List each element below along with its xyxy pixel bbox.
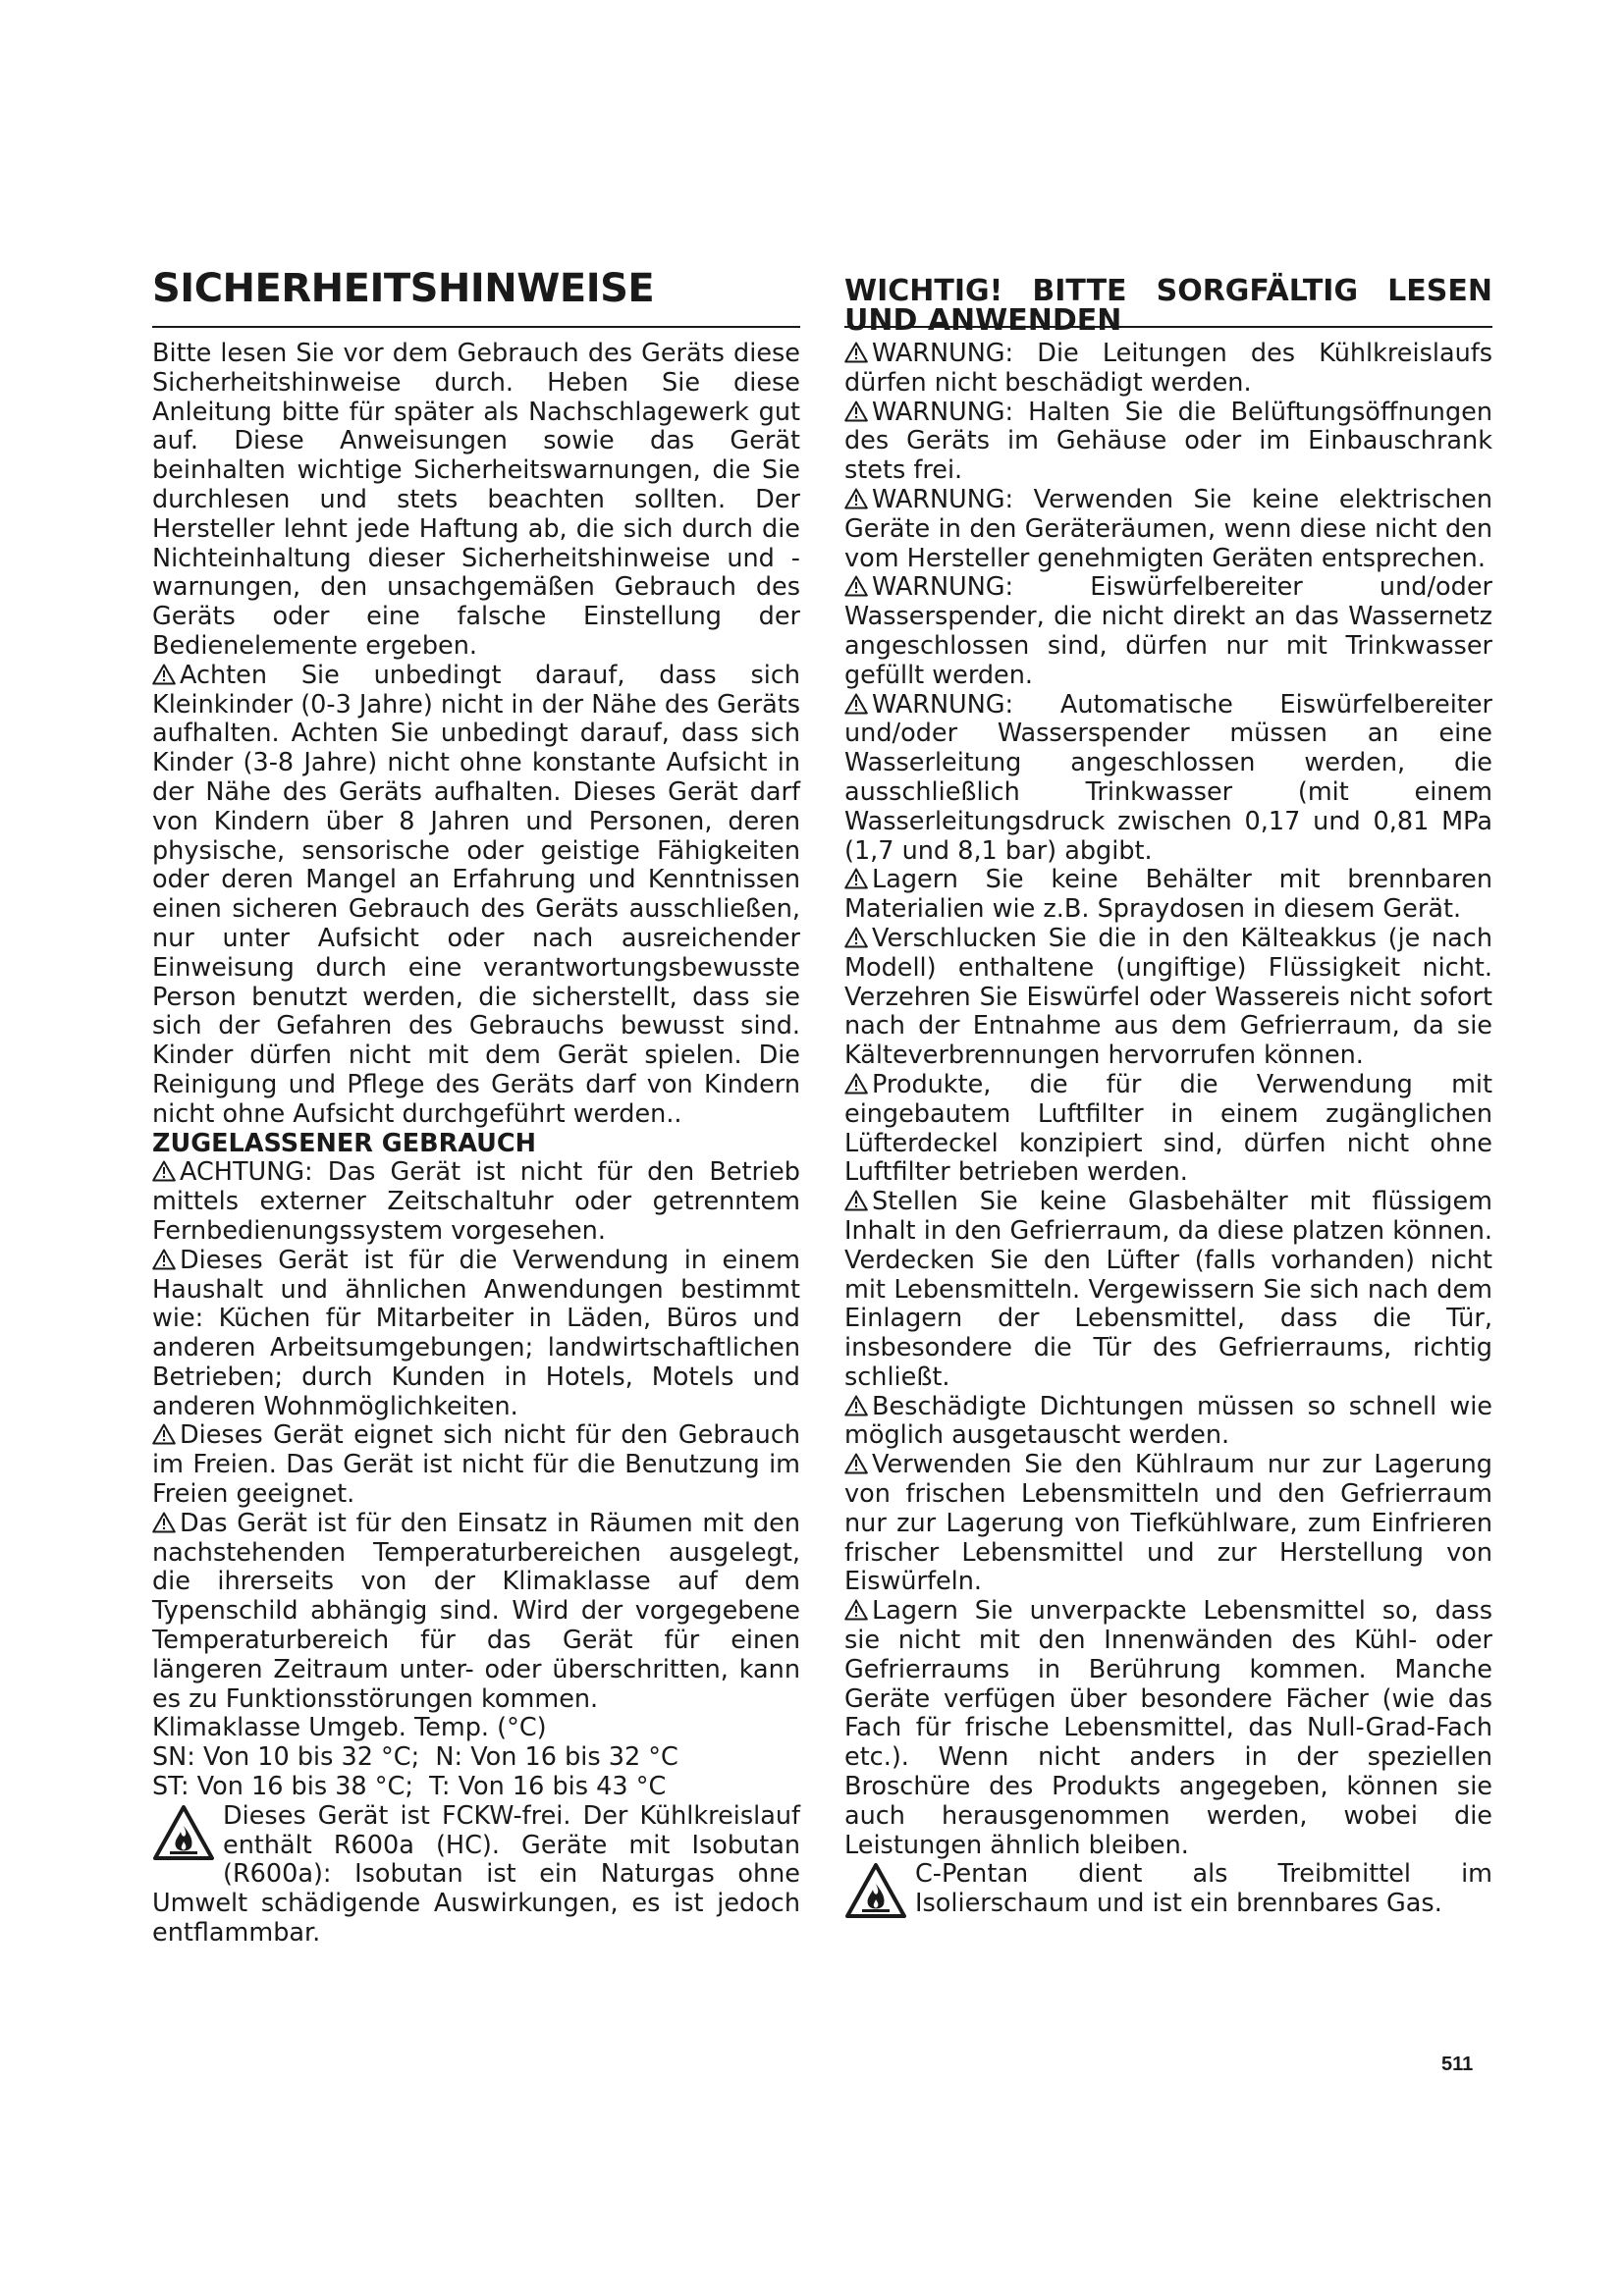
section-title-safety: SICHERHEITSHINWEISE <box>152 266 655 311</box>
warning-item <box>844 573 1492 690</box>
climate-text: Das Gerät ist für den Einsatz in Räumen mit den nachstehenden Temperaturbereichen ausgelegt, die ihrerseits von der Klimaklasse auf dem Typenschild abhängig sind. Wird der vorgegebene Temperaturbereich für das Gerät für einen längeren Zeitraum unter- oder überschritten, kann es zu Funktionsstörungen kommen. <box>152 1508 800 1714</box>
page-number: 511 <box>1441 2054 1474 2075</box>
title-line-2: UND ANWENDEN <box>844 303 1122 338</box>
warning-item-text: Beschädigte Dichtungen müssen so schnell wie möglich ausgetauscht werden. <box>844 1391 1492 1451</box>
warning-item-text: WARNUNG: Halten Sie die Belüftungsöffnungen des Geräts im Gehäuse oder im Einbauschrank stets frei. <box>844 397 1492 486</box>
flammable-warning-icon <box>152 1804 215 1861</box>
title-underline-right <box>844 326 1492 328</box>
fckw-paragraph <box>152 1802 800 1949</box>
climate-table-header: Klimaklasse Umgeb. Temp. (°C) <box>152 1713 547 1743</box>
warning-item <box>844 1393 1492 1452</box>
warning-item-text: Stellen Sie keine Glasbehälter mit flüssigem Inhalt in den Gefrierraum, da diese platzen können. Verdecken Sie den Lüfter (falls vorhanden) nicht mit Lebensmitteln. Vergewissern Sie sich nach dem Einlagern der Lebensmittel, dass die Tür, insbesondere die Tür des Gefrierraums, richtig schließt. <box>844 1187 1492 1392</box>
warning-item <box>844 340 1492 399</box>
warning-item <box>844 866 1492 925</box>
climate-paragraph <box>152 1510 800 1715</box>
right-column-body <box>844 340 1492 1919</box>
title-line-1: WICHTIG! BITTE SORGFÄLTIG LESEN <box>844 274 1492 308</box>
warning-icon <box>152 664 176 685</box>
warning-item <box>844 1597 1492 1860</box>
subheading-approved-use: ZUGELASSENER GEBRAUCH <box>152 1128 536 1158</box>
warning-item-text: WARNUNG: Automatische Eiswürfelbereiter und/oder Wasserspender müssen an eine Wasserleitung angeschlossen werden, die ausschließlich Trinkwasser (mit einem Wasserleitungsdruck zwischen 0,17 und 0,81 MPa (1,7 und 8,1 bar) abgibt. <box>844 689 1492 866</box>
warning-item-text: WARNUNG: Eiswürfelbereiter und/oder Wasserspender, die nicht direkt an das Wassernetz angeschlossen sind, dürfen nur mit Trinkwasser gefüllt werden. <box>844 572 1492 690</box>
warning-icon <box>844 1453 868 1474</box>
warning-item-text: Produkte, die für die Verwendung mit eingebautem Luftfilter in einem zugänglichen Lüfterdeckel konzipiert sind, dürfen nicht ohne Luftfilter betrieben werden. <box>844 1069 1492 1188</box>
warning-icon <box>844 488 868 509</box>
achtung-text: ACHTUNG: Das Gerät ist nicht für den Betrieb mittels externer Zeitschaltuhr oder getrenntem Fernbedienungssystem vorgesehen. <box>152 1157 800 1246</box>
cpentan-paragraph <box>844 1860 1492 1919</box>
warning-item-text: Verschlucken Sie die in den Kälteakkus (je nach Modell) enthaltene (ungiftige) Flüssigkeit nicht. Verzehren Sie Eiswürfel oder Wassereis nicht sofort nach der Entnahme aus dem Gefrierraum, da sie Kälteverbrennungen hervorrufen können. <box>844 923 1492 1071</box>
outdoor-paragraph <box>152 1421 800 1509</box>
household-paragraph <box>152 1247 800 1422</box>
warning-icon <box>844 575 868 597</box>
warning-item <box>844 1188 1492 1393</box>
warning-item-text: WARNUNG: Die Leitungen des Kühlkreislaufs dürfen nicht beschädigt werden. <box>844 339 1492 398</box>
warning-item <box>844 1451 1492 1597</box>
warning-item-text: Verwenden Sie den Kühlraum nur zur Lagerung von frischen Lebensmitteln und den Gefrierraum nur zur Lagerung von Tiefkühlware, zum Einfrieren frischer Lebensmittel und zur Herstellung von Eiswürfeln. <box>844 1450 1492 1597</box>
climate-row-2: ST: Von 16 bis 38 °C; T: Von 16 bis 43 °C <box>152 1772 667 1802</box>
climate-row-1: SN: Von 10 bis 32 °C; N: Von 16 bis 32 °C <box>152 1742 678 1773</box>
children-warning-paragraph <box>152 662 800 1130</box>
warning-item-text: WARNUNG: Verwenden Sie keine elektrischen Geräte in den Geräteräumen, wenn diese nicht den vom Hersteller genehmigten Geräten entsprechen. <box>844 484 1492 573</box>
outdoor-text: Dieses Gerät eignet sich nicht für den Gebrauch im Freien. Das Gerät ist nicht für die Benutzung im Freien geeignet. <box>152 1420 800 1510</box>
title-underline-left <box>152 326 800 328</box>
fckw-text: Dieses Gerät ist FCKW-frei. Der Kühlkreislauf enthält R600a (HC). Geräte mit Isobutan (R600a): Isobutan ist ein Naturgas ohne Umwelt schädigende Auswirkungen, es ist jedoch entflammbar. <box>152 1800 800 1949</box>
warning-icon <box>152 1512 176 1533</box>
achtung-paragraph <box>152 1158 800 1246</box>
warning-item <box>844 1071 1492 1188</box>
warning-icon <box>844 1395 868 1416</box>
warning-icon <box>844 400 868 422</box>
intro-paragraph: Bitte lesen Sie vor dem Gebrauch des Geräts diese Sicherheitshinweise durch. Heben Sie diese Anleitung bitte für später als Nachschlagewerk gut auf. Diese Anweisungen sowie das Gerät beinhalten wichtige Sicherheitswarnungen, die Sie durchlesen und stets beachten sollten. Der Hersteller lehnt jede Haftung ab, die sich durch die Nichteinhaltung dieser Sicherheitshinweise und -warnungen, den unsachgemäßen Gebrauch des Geräts oder eine falsche Einstellung der Bedienelemente ergeben. <box>152 339 800 661</box>
warning-item <box>844 486 1492 573</box>
warning-item <box>844 691 1492 867</box>
warning-icon <box>844 1190 868 1211</box>
warning-icon <box>844 1599 868 1621</box>
cpentan-text: C-Pentan dient als Treibmittel im Isolierschaum und ist ein brennbares Gas. <box>915 1859 1492 1919</box>
warning-icon <box>844 1073 868 1095</box>
flammable-warning-icon <box>844 1862 907 1919</box>
warning-item-text: Lagern Sie keine Behälter mit brennbaren Materialien wie z.B. Spraydosen in diesem Gerät. <box>844 865 1492 925</box>
warning-item <box>844 925 1492 1071</box>
children-warning-text: Achten Sie unbedingt darauf, dass sich Kleinkinder (0-3 Jahre) nicht in der Nähe des Geräts aufhalten. Achten Sie unbedingt darauf, dass sich Kinder (3-8 Jahre) nicht ohne konstante Aufsicht in der Nähe des Geräts aufhalten. Dieses Gerät darf von Kindern über 8 Jahren und Personen, deren physische, sensorische oder geistige Fähigkeiten oder deren Mangel an Erfahrung und Kenntnissen einen sicheren Gebrauch des Geräts ausschließen, nur unter Aufsicht oder nach ausreichender Einweisung durch eine verantwortungsbewusste Person benutzt werden, die sicherstellt, dass sie sich der Gefahren des Gebrauchs bewusst sind. Kinder dürfen nicht mit dem Gerät spielen. Die Reinigung und Pflege des Geräts darf von Kindern nicht ohne Aufsicht durchgeführt werden.. <box>152 660 801 1129</box>
warning-icon <box>844 868 868 889</box>
warning-icon <box>152 1423 176 1445</box>
warning-icon <box>844 342 868 363</box>
warning-icon <box>152 1160 176 1182</box>
warning-icon <box>844 927 868 948</box>
warning-icon <box>152 1249 176 1270</box>
warning-item <box>844 399 1492 486</box>
warning-item-text: Lagern Sie unverpackte Lebensmittel so, dass sie nicht mit den Innenwänden des Kühl- oder Gefrierraums in Berührung kommen. Manche Geräte verfügen über besondere Fächer (wie das Fach für frische Lebensmittel, das Null-Grad-Fach etc.). Wenn nicht anders in der speziellen Broschüre des Produkts angegeben, können sie auch herausgenommen werden, wobei die Leistungen ähnlich bleiben. <box>844 1596 1492 1860</box>
household-text: Dieses Gerät ist für die Verwendung in einem Haushalt und ähnlichen Anwendungen bestimmt wie: Küchen für Mitarbeiter in Läden, Büros und anderen Arbeitsumgebungen; landwirtschaftlichen Betrieben; durch Kunden in Hotels, Motels und anderen Wohnmöglichkeiten. <box>152 1245 800 1421</box>
warning-icon <box>844 693 868 715</box>
left-column-body <box>152 340 800 1949</box>
